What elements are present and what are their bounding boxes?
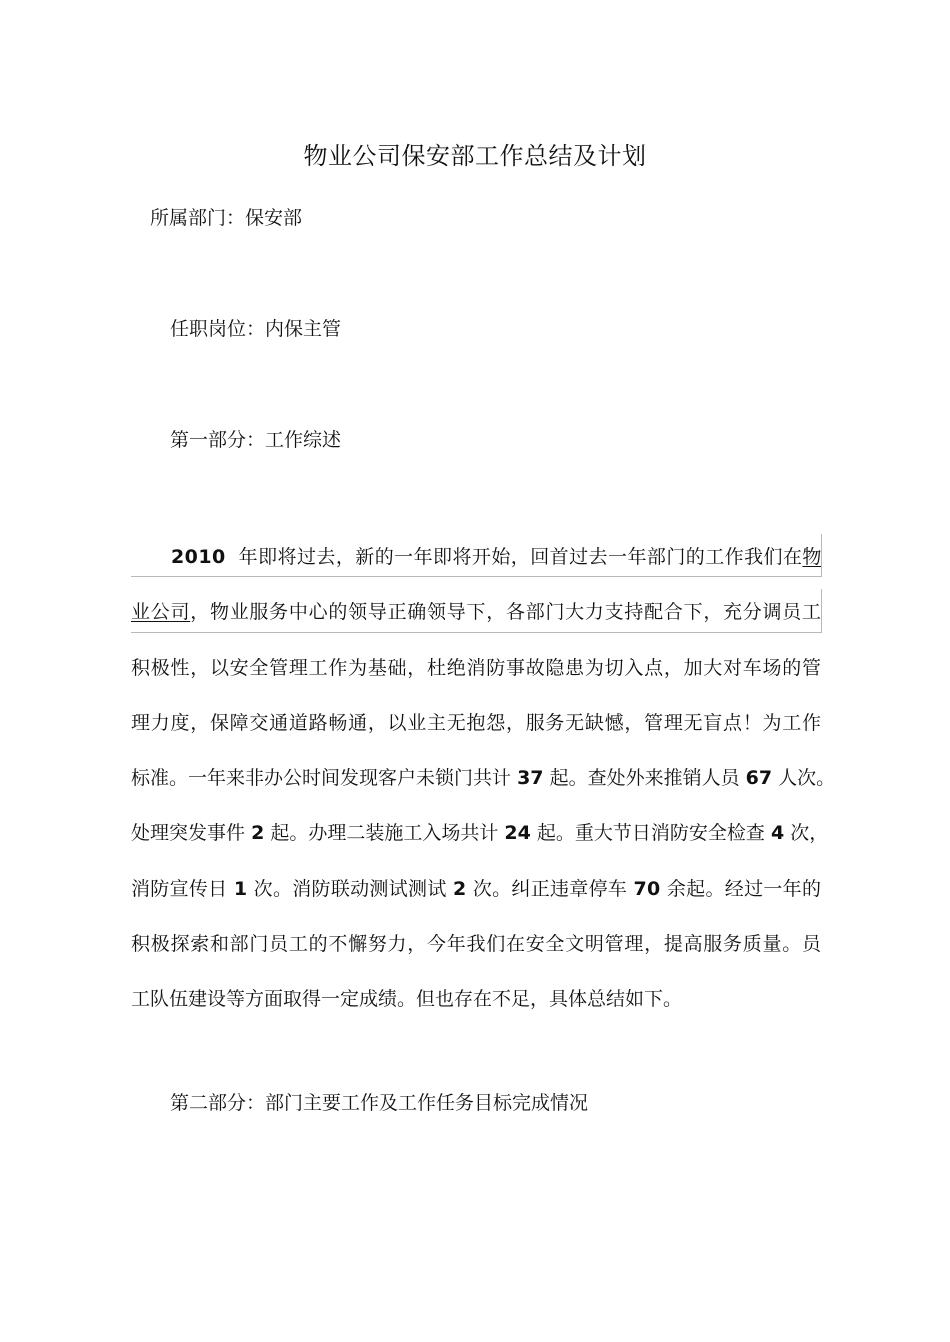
paragraph-text: 次。消防联动测试测试 [253, 877, 447, 900]
stat-number: 2 [251, 822, 265, 845]
part-one-heading: 第一部分：工作综述 [170, 429, 342, 451]
position-line: 任职岗位：内保主管 [170, 318, 342, 340]
paragraph-line [131, 696, 821, 751]
stat-number: 4 [770, 822, 785, 845]
paragraph-line [131, 917, 821, 972]
stat-number: 67 [745, 767, 773, 790]
part-two-heading: 第二部分：部门主要工作及工作任务目标完成情况 [170, 1092, 589, 1114]
paragraph-line [131, 806, 829, 861]
paragraph-line [131, 530, 821, 585]
paragraph-text: 年即将过去，新的一年即将开始，回首过去一年部门的工作我们在 [238, 546, 803, 568]
paragraph-line [131, 585, 821, 640]
stat-number: 2 [452, 877, 467, 900]
paragraph-line [131, 862, 821, 917]
paragraph-text: 余起。经过一年的 [666, 877, 822, 900]
company-name-underlined: 业公司 [131, 601, 191, 624]
paragraph-text: 理力度，保障交通道路畅通，以业主无抱怨，服务无缺憾，管理无盲点！为工作 [131, 711, 822, 734]
summary-paragraph [131, 530, 836, 1028]
paragraph-text: 积极性，以安全管理工作为基础，杜绝消防事故隐患为切入点，加大对车场的管 [131, 656, 822, 679]
paragraph-text: 处理突发事件 [131, 822, 246, 845]
paragraph-text: 工队伍建设等方面取得一定成绩。但也存在不足，具体总结如下。 [131, 988, 683, 1011]
paragraph-text: 积极探索和部门员工的不懈努力，今年我们在安全文明管理，提高服务质量。员 [131, 933, 822, 956]
paragraph-text: 起。查处外来推销人员 [549, 767, 740, 790]
paragraph-text: ，物业服务中心的领导正确领导下，各部门大力支持配合下，充分调员工 [190, 601, 822, 624]
year-number: 2010 [171, 546, 226, 568]
paragraph-text: 次， [790, 822, 829, 845]
paragraph-text: 人次。 [778, 767, 836, 790]
paragraph-text: 标准。一年来非办公时间发现客户未锁门共计 [131, 767, 512, 790]
paragraph-text: 次。纠正违章停车 [472, 877, 628, 900]
department-line: 所属部门：保安部 [150, 207, 303, 229]
paragraph-text: 消防宣传日 [131, 877, 228, 900]
paragraph-line [131, 972, 821, 1027]
stat-number: 24 [504, 822, 531, 845]
stat-number: 1 [233, 877, 248, 900]
paragraph-line [131, 751, 836, 806]
paragraph-line [131, 641, 821, 696]
paragraph-text: 起。办理二装施工入场共计 [270, 822, 499, 845]
paragraph-text: 起。重大节日消防安全检查 [536, 822, 765, 845]
paragraph-text: 物 [802, 546, 822, 568]
document-title: 物业公司保安部工作总结及计划 [303, 142, 647, 170]
stat-number: 70 [633, 877, 661, 900]
stat-number: 37 [517, 767, 544, 790]
